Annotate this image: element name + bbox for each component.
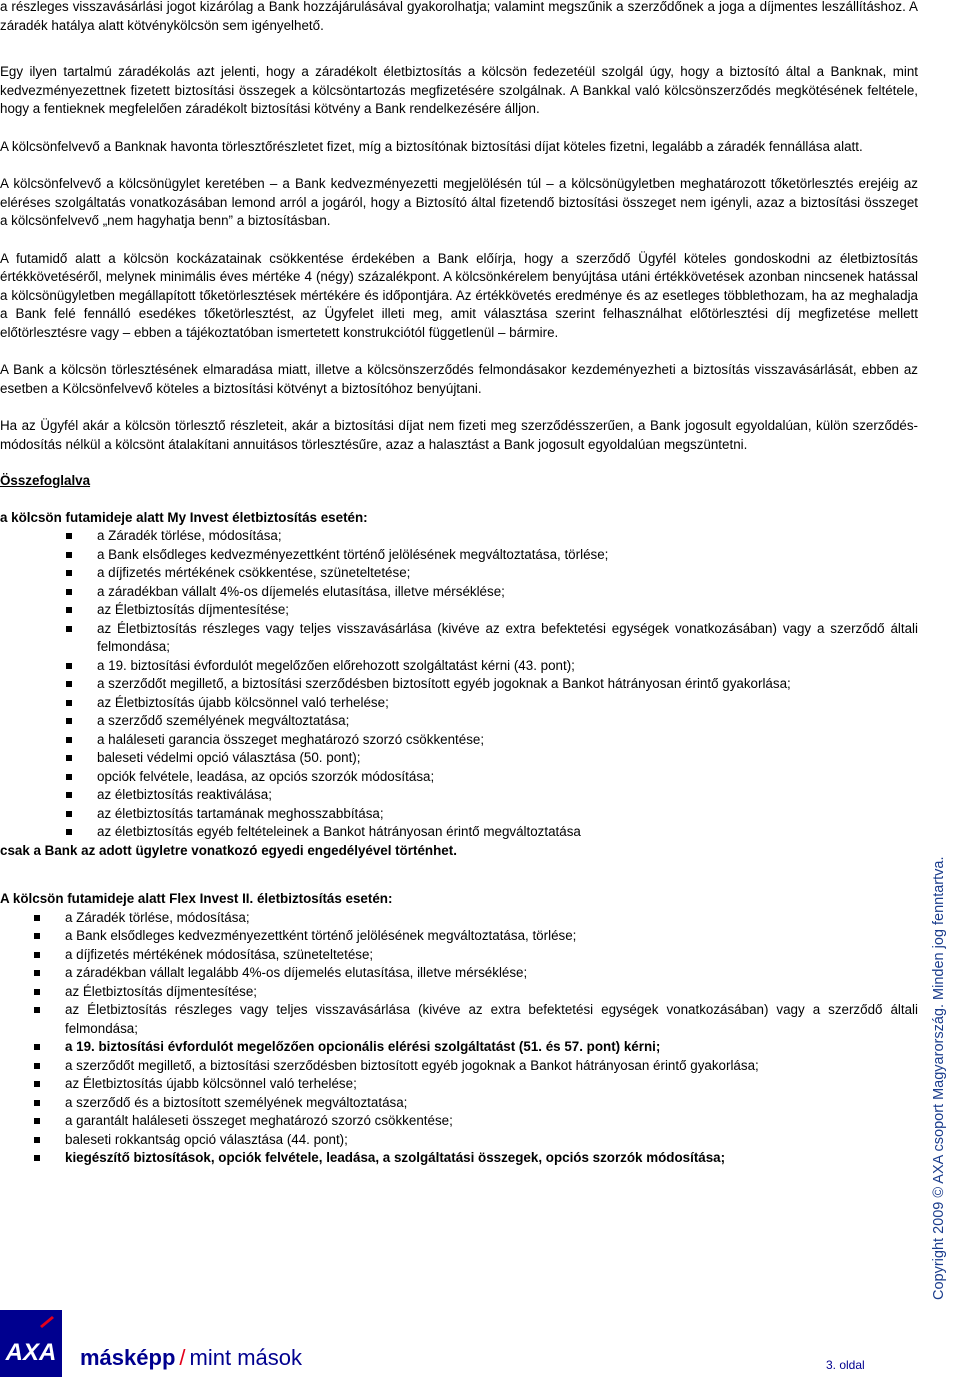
list-item: a Záradék törlése, módosítása; bbox=[0, 909, 918, 928]
list-item: baleseti rokkantság opció választása (44. pont); bbox=[0, 1131, 918, 1150]
list-item: a szerződőt megillető, a biztosítási szerződésben biztosított egyéb jogoknak a Bankot hátrányosan érintő gyakorlása; bbox=[0, 1057, 918, 1076]
slogan-part1: másképp bbox=[80, 1345, 176, 1370]
list-item: a záradékban vállalt legalább 4%-os díjemelés elutasítása, illetve mérséklése; bbox=[0, 964, 918, 983]
page-number: 3. oldal bbox=[826, 1358, 865, 1372]
list-item: a szerződő és a biztosított személyének megváltoztatása; bbox=[0, 1094, 918, 1113]
list-item: kiegészítő biztosítások, opciók felvétele, leadása, a szolgáltatási összegek, opciós szorzók módosítása; bbox=[0, 1149, 918, 1168]
list-item: a szerződő személyének megváltoztatása; bbox=[0, 712, 918, 731]
list-item: a 19. biztosítási évfordulót megelőzően előrehozott szolgáltatást kérni (43. pont); bbox=[0, 657, 918, 676]
list-item: az Életbiztosítás díjmentesítése; bbox=[0, 983, 918, 1002]
list-item: a díjfizetés mértékének módosítása, szüneteltetése; bbox=[0, 946, 918, 965]
list-item: az Életbiztosítás újabb kölcsönnel való terhelése; bbox=[0, 694, 918, 713]
list-item: a Záradék törlése, módosítása; bbox=[0, 527, 918, 546]
list-item: baleseti védelmi opció választása (50. pont); bbox=[0, 749, 918, 768]
section1-title: a kölcsön futamideje alatt My Invest életbiztosítás esetén: bbox=[0, 509, 368, 525]
list-item: a garantált haláleseti összeget meghatározó szorzó csökkentése; bbox=[0, 1112, 918, 1131]
paragraph: A kölcsönfelvevő a kölcsönügylet keretében – a Bank kedvezményezetti megjelölésén túl – a kölcsönügyletben meghatározott tőketörlesztés erejéig az eléréses szolgáltatás vonatkozásában lemond arról a jogáról, hogy a Biztosító által fizetendő biztosítási összeget nem igényli, azaz a biztosítási összeget a kölcsönfelvevő „nem hagyhatja benn” a biztosításban. bbox=[0, 176, 918, 228]
slogan bbox=[80, 1345, 302, 1371]
list-item: az Életbiztosítás részleges vagy teljes visszavásárlása (kivéve az extra befektetési egységek vonatkozásában) vagy a szerződő általi felmondása; bbox=[0, 620, 918, 657]
paragraph: Egy ilyen tartalmú záradékolás azt jelenti, hogy a záradékolt életbiztosítás a kölcsön fedezetéül szolgál úgy, hogy a biztosító által a Banknak, mint kedvezményezettnek fizetett biztosítási összegek a kölcsöntartozás megfizetésére szolgálnak. A Bankkal való kölcsönszerződés megkötésének feltétele, hogy a fentieknek megfelelően záradékolt biztosítási kötvény a Bank rendelkezésére álljon. bbox=[0, 64, 918, 116]
list-item: a haláleseti garancia összeget meghatározó szorzó csökkentése; bbox=[0, 731, 918, 750]
section1-list bbox=[0, 527, 918, 842]
copyright-notice bbox=[931, 856, 951, 1320]
summary-heading: Összefoglalva bbox=[0, 473, 91, 488]
list-item: a 19. biztosítási évfordulót megelőzően opcionális elérési szolgáltatást (51. és 57. pont) kérni; bbox=[0, 1038, 918, 1057]
list-item: az életbiztosítás tartamának meghosszabbítása; bbox=[0, 805, 918, 824]
list-item: az életbiztosítás reaktiválása; bbox=[0, 786, 918, 805]
slogan-part2: mint mások bbox=[189, 1345, 302, 1370]
section1-closing: csak a Bank az adott ügyletre vonatkozó egyedi engedélyével történhet. bbox=[0, 842, 457, 858]
paragraph: a részleges visszavásárlási jogot kizárólag a Bank hozzájárulásával gyakorolhatja; valamint megszűnik a szerződőnek a joga a díjmentes leszállításhoz. A záradék hatálya alatt kötvénykölcsön sem igényelhető. bbox=[0, 0, 918, 33]
list-item: az Életbiztosítás újabb kölcsönnel való terhelése; bbox=[0, 1075, 918, 1094]
paragraph: A Bank a kölcsön törlesztésének elmaradása miatt, illetve a kölcsönszerződés felmondásakor kezdeményezheti a biztosítás visszavásárlását, ebben az esetben a Kölcsönfelvevő köteles a biztosítási kötvényt a biztosítóhoz benyújtani. bbox=[0, 362, 918, 396]
list-item: az Életbiztosítás részleges vagy teljes visszavásárlása (kivéve az extra befektetési egységek vonatkozásában) vagy a szerződő általi felmondása; bbox=[0, 1001, 918, 1038]
paragraph: A futamidő alatt a kölcsön kockázatainak csökkentése érdekében a Bank előírja, hogy a szerződő Ügyfél köteles gondoskodni az életbiztosítás értékkövetéséről, melynek minimális éves mértéke 4 (négy) százalékpont. A kölcsönkérelem benyújtása utáni értékkövetések azonban nincsenek hatással a kölcsönügyletben megállapított tőketörlesztések mértékére és időpontjára. Az értékkövetés eredménye és az esetleges többlethozam, ha az meghaladja a Bank felé fennálló esedékes tőketörlesztést, az Ügyfelet illeti meg, amit választása szerint felhasználhat előtörlesztési díj megfizetése mellett előtörlesztésre vagy – ebben a tájékoztatóban ismertetett konstrukciótól függetlenül – bármire. bbox=[0, 250, 918, 340]
list-item: a Bank elsődleges kedvezményezettként történő jelölésének megváltoztatása, törlése; bbox=[0, 927, 918, 946]
logo-text: AXA bbox=[5, 1339, 57, 1366]
axa-logo-icon bbox=[0, 1310, 62, 1377]
list-item: a szerződőt megillető, a biztosítási szerződésben biztosított egyéb jogoknak a Bankot hátrányosan érintő gyakorlása; bbox=[0, 675, 918, 694]
copyright-text: Copyright 2009 © AXA csoport Magyarország. Minden jog fenntartva. bbox=[931, 856, 947, 1300]
list-item: az életbiztosítás egyéb feltételeinek a Bankot hátrányosan érintő megváltoztatása bbox=[0, 823, 918, 842]
list-item: a Bank elsődleges kedvezményezettként történő jelölésének megváltoztatása, törlése; bbox=[0, 546, 918, 565]
slogan-separator: / bbox=[179, 1345, 186, 1370]
section2-list bbox=[0, 909, 918, 1168]
section2-title: A kölcsön futamideje alatt Flex Invest II. életbiztosítás esetén: bbox=[0, 891, 393, 906]
paragraph: Ha az Ügyfél akár a kölcsön törlesztő részleteit, akár a biztosítási díjat nem fizeti meg szerződésszerűen, a Bank jogosult egyoldalúan, külön szerződés-módosítás nélkül a kölcsönt átalakítani annuitásos törlesztésűre, azaz a halasztást a Bank jogosult egyoldalúan megszüntetni. bbox=[0, 418, 918, 452]
axa-logo bbox=[0, 1310, 62, 1377]
list-item: a díjfizetés mértékének csökkentése, szüneteltetése; bbox=[0, 564, 918, 583]
list-item: opciók felvétele, leadása, az opciós szorzók módosítása; bbox=[0, 768, 918, 787]
list-item: a záradékban vállalt 4%-os díjemelés elutasítása, illetve mérséklése; bbox=[0, 583, 918, 602]
paragraph: A kölcsönfelvevő a Banknak havonta törlesztőrészletet fizet, míg a biztosítónak biztosítási díjat köteles fizetni, legalább a záradék fennállása alatt. bbox=[0, 138, 863, 154]
list-item: az Életbiztosítás díjmentesítése; bbox=[0, 601, 918, 620]
